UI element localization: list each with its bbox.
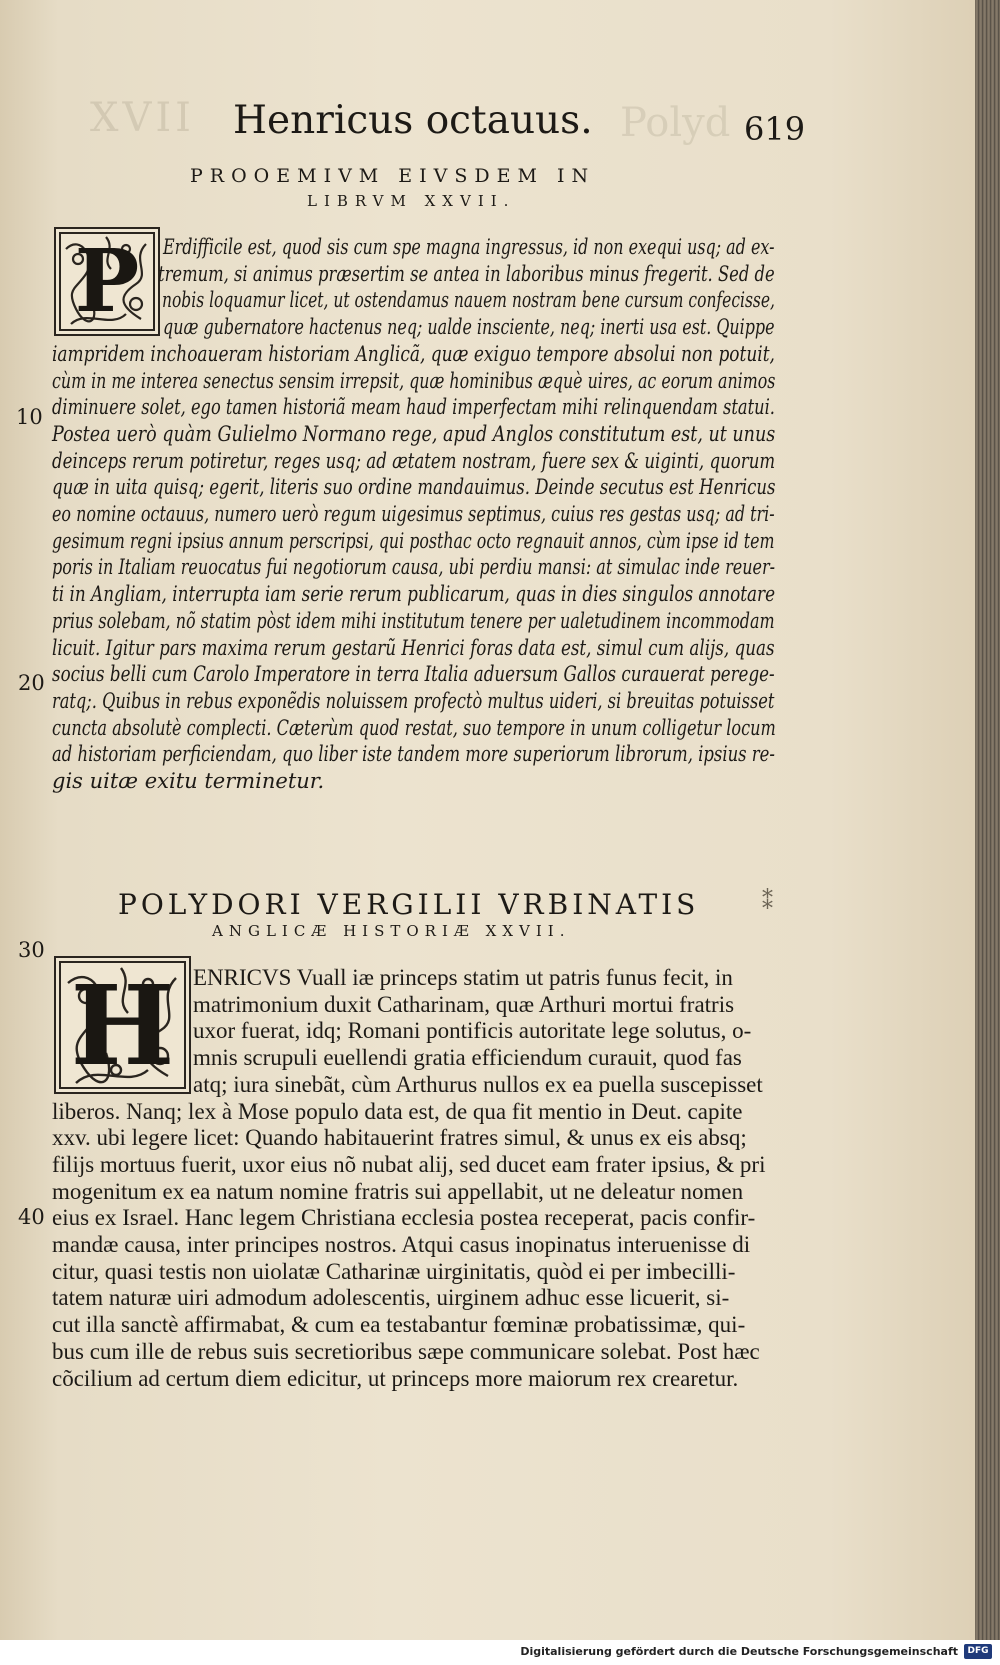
- proem-line: licuit. Igitur pars maxima rerum gestarũ Henrici foras data est, simul cum alijs, quas: [52, 635, 775, 660]
- proem-line: tremum, si animus præsertim se antea in laboribus minus fregerit. Sed de: [158, 261, 775, 286]
- proem-line: diminuere solet, ego tamen historiã meam haud imperfectam mihi relinquendam statui.: [52, 395, 775, 420]
- book-line: eius ex Israel. Hanc legem Christiana ecclesia postea receperat, pacis confir-: [52, 1205, 756, 1231]
- line-number: 10: [16, 405, 43, 429]
- book-heading-line-1: POLYDORI VERGILII VRBINATIS: [118, 888, 700, 921]
- proem-line: ti in Angliam, interrupta iam serie rerum publicarum, quas in dies singulos annotare: [52, 582, 776, 607]
- proem-line: ad historiam perficiendam, quo liber iste tandem more superiorum librorum, ipsius re-: [52, 742, 775, 767]
- initial-letter: P: [74, 231, 140, 332]
- proem-line: cùm in me interea senectus sensim irrepsit, quæ hominibus æquè uires, ac eorum animos: [52, 368, 776, 393]
- page-edge: [975, 0, 1000, 1640]
- proem-line: ratq;. Quibus in rebus exponẽdis noluissem profectò multus uideri, si breuitas potuisset: [52, 688, 775, 713]
- proem-line: poris in Italiam reuocatus fui negotiorum causa, ubi perdiu mansi: at simulac inde reuer-: [52, 555, 776, 580]
- proem-line: deinceps rerum potiretur, reges usq; ad ætatem nostram, fuere sex & uiginti, quorum: [52, 448, 776, 473]
- book-line: tatem naturæ uiri admodum adolescentis, uirginem adhuc esse licuerit, si-: [52, 1285, 730, 1311]
- book-line: citur, quasi testis non uiolatæ Catharinæ uirginitatis, quòd ei per imbecilli-: [52, 1258, 736, 1284]
- proem-heading-line-1: PROOEMIVM EIVSDEM IN: [190, 165, 596, 187]
- proem-line: Erdifficile est, quod sis cum spe magna ingressus, id non exequi usq; ad ex-: [163, 235, 775, 259]
- line-number: 30: [18, 938, 45, 962]
- book-line: xxv. ubi legere licet: Quando habitauerint fratres simul, & unus ex eis absq;: [52, 1125, 747, 1151]
- initial-letter: H: [70, 960, 175, 1090]
- decorated-initial-h: [54, 956, 191, 1094]
- bleed-through-text: XVII: [90, 95, 195, 141]
- book-line: mnis scrupuli euellendi gratia efficiendum curauit, quod fas: [193, 1045, 742, 1071]
- book-line: cut illa sanctè affirmabat, & cum ea testabantur fœminæ probatissimæ, qui-: [52, 1312, 746, 1338]
- book-line: mandæ causa, inter principes nostros. Atqui casus inopinatus interuenisse di: [52, 1232, 751, 1257]
- line-number: 20: [18, 671, 45, 695]
- book-line: atq; iura sinebãt, cùm Arthurus nullos ex ea puella suscepisset: [193, 1071, 763, 1097]
- dfg-logo: DFG: [964, 1644, 992, 1659]
- running-title: Henricus octauus.: [233, 98, 593, 143]
- book-line: filijs mortuus fuerit, uxor eius nõ nubat alij, sed ducet eam frater ipsius, & pri: [52, 1151, 766, 1177]
- book-line: ENRICVS Vuall iæ princeps statim ut patris funus fecit, in: [193, 965, 733, 990]
- proem-line: nobis loquamur licet, ut ostendamus nauem nostram bene cursum confecisse,: [162, 288, 775, 313]
- proem-line: quæ gubernatore hactenus neq; ualde insciente, neq; inerti usa est. Quippe: [163, 315, 775, 340]
- book-heading-line-2: ANGLICÆ HISTORIÆ XXVII.: [212, 922, 571, 940]
- footer-bar: [0, 1640, 1000, 1665]
- line-number: 40: [18, 1205, 45, 1229]
- page-number: 619: [744, 110, 806, 148]
- proem-line: gis uitæ exitu terminetur.: [52, 769, 325, 793]
- proem-line: socius belli cum Carolo Imperatore in terra Italia aduersum Gallos curauerat perege-: [52, 662, 775, 687]
- book-line: matrimonium duxit Catharinam, quæ Arthuri mortui fratris: [193, 991, 735, 1017]
- proem-heading-line-2: LIBRVM XXVII.: [307, 192, 516, 210]
- proem-line: eo nomine octauus, numero uerò regum uigesimus septimus, cuius res gestas usq; ad tri-: [52, 502, 775, 526]
- book-line: uxor fuerat, idq; Romani pontificis autoritate lege solutus, o-: [193, 1018, 752, 1044]
- book-line: cõcilium ad certum diem edicitur, ut princeps more maiorum rex crearetur.: [52, 1365, 739, 1391]
- book-line: mogenitum ex ea natum nomine fratris sui appellabit, ut ne deleatur nomen: [52, 1178, 744, 1204]
- decorated-initial-p: [54, 227, 160, 336]
- margin-ornament-icon: ⁑: [762, 890, 773, 915]
- book-line: liberos. Nanq; lex à Mose populo data est, de qua fit mentio in Deut. capite: [52, 1098, 743, 1124]
- proem-line: gesimum regni ipsius annum perscripsi, qui posthac octo regnauit annos, cùm ipse id tem: [52, 528, 775, 553]
- proem-line: iampridem inchoaueram historiam Anglicã, quæ exiguo tempore absolui non potuit,: [52, 341, 775, 366]
- proem-line: cuncta absolutè complecti. Cæterùm quod restat, suo tempore in unum colligetur locum: [52, 715, 776, 740]
- proem-line: Postea uerò quàm Gulielmo Normano rege, apud Anglos constitutum est, ut unus: [52, 421, 776, 446]
- bleed-through-text: Polyd: [620, 100, 731, 146]
- book-line: bus cum ille de rebus suis secretioribus sæpe communicare solebat. Post hæc: [52, 1338, 760, 1364]
- funding-credit: Digitalisierung gefördert durch die Deutsche Forschungsgemeinschaft: [520, 1645, 958, 1658]
- proem-line: prius solebam, nõ statim pòst idem mihi institutum tenere per ualetudinem incommodam: [52, 608, 775, 633]
- proem-line: quæ in uita quisq; egerit, literis suo ordine mandauimus. Deinde secutus est Henricus: [52, 475, 776, 500]
